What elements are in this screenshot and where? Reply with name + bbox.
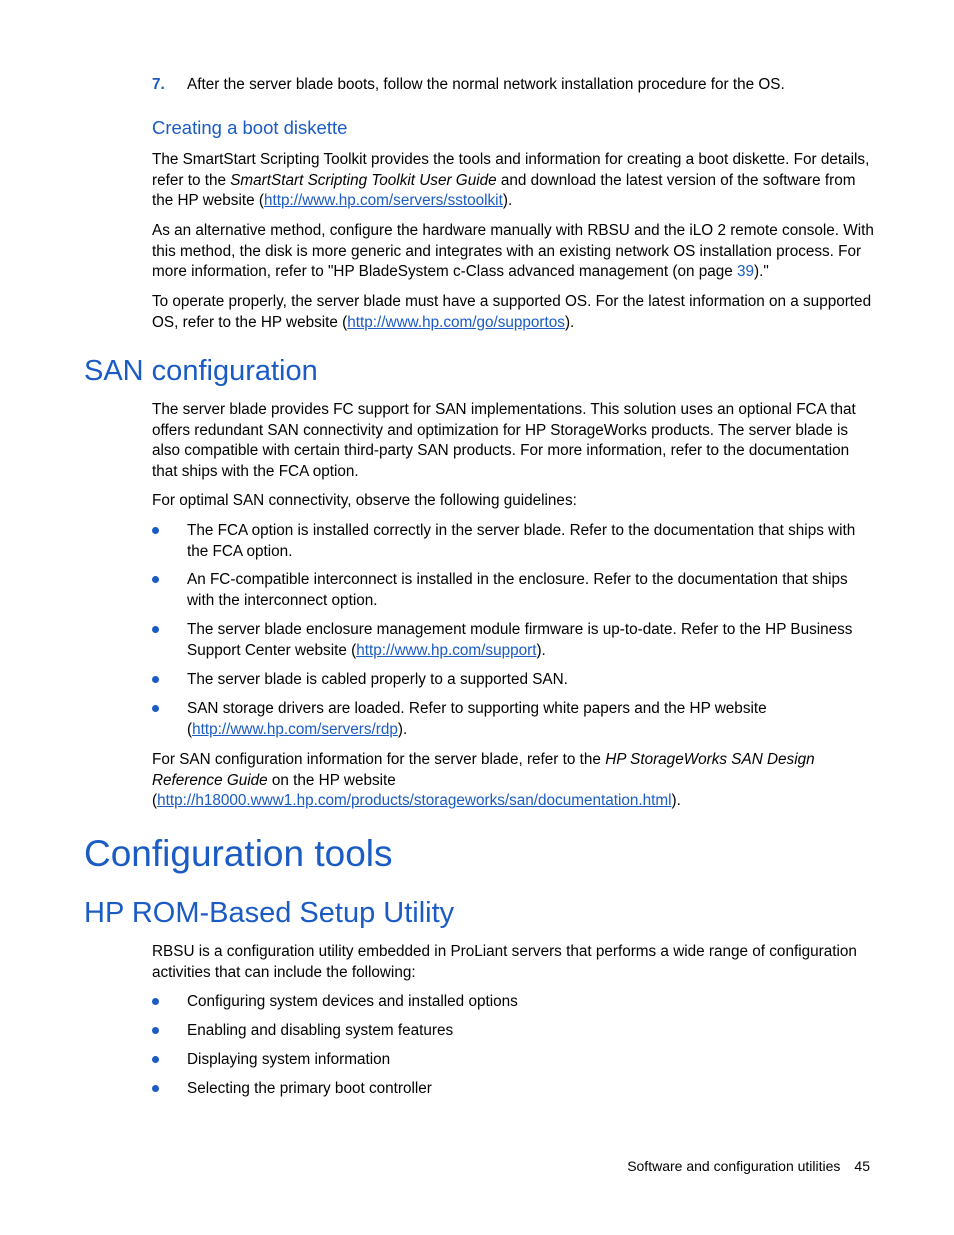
- rbsu-paragraph-1: RBSU is a configuration utility embedded in ProLiant servers that performs a wide range of configuration activities that can include the following:: [152, 943, 857, 981]
- toolkit-guide-title: SmartStart Scripting Toolkit User Guide: [230, 171, 497, 189]
- bullet-icon: [152, 676, 159, 683]
- configuration-tools-heading: Configuration tools: [84, 833, 393, 874]
- rdp-link[interactable]: http://www.hp.com/servers/rdp: [192, 720, 398, 738]
- boot-diskette-paragraph-2: As an alternative method, configure the hardware manually with RBSU and the iLO 2 remote console. With this method, the disk is more generic and integrates with an existing network OS installation process. For more information, refer to "HP BladeSystem c-Class advanced management (on page 39).": [152, 222, 874, 280]
- step-text: After the server blade boots, follow the normal network installation procedure for the OS.: [187, 76, 785, 93]
- san-configuration-heading: SAN configuration: [84, 355, 318, 387]
- san-design-guide-title: HP StorageWorks SAN Design Reference Guide: [152, 751, 815, 789]
- page-footer: [627, 1158, 870, 1174]
- document-page: 7. After the server blade boots, follow the normal network installation procedure for the OS. Creating a boot diskette The SmartStart Scripting Toolkit provides the tools and information for creating a boot diskette. For details, refer to the SmartStart Scripting Toolkit User Guide and download the latest version of the software from the HP website (http://www.hp.com/servers/sstoolkit). As an alternative method, configure the hardware manually with RBSU and the iLO 2 remote console. With this method, the disk is more generic and integrates with an existing network OS installation process. For more information, refer to "HP BladeSystem c-Class advanced management (on page 39)." To operate properly, the server blade must have a supported OS. For the latest information on a supported OS, refer to the HP website (http://www.hp.com/go/supportos). SAN configuration The server blade provides FC support for SAN implementations. This solution uses an optional FCA that offers redundant SAN connectivity and optimization for HP StorageWorks products. The server blade is also compatible with certain third-party SAN products. For more information, refer to the documentation that ships with the FCA option. For optimal SAN connectivity, observe the following guidelines: The FCA option is installed correctly in the server blade. Refer to the documentation that ships with the FCA option. An FC-compatible interconnect is installed in the enclosure. Refer to the documentation that ships with the interconnect option. The server blade enclosure management module firmware is up-to-date. Refer to the HP Business Support Center website (http://www.hp.com/support). The server blade is cabled properly to a supported SAN. SAN storage drivers are loaded. Refer to supporting white papers and the HP website (http://www.hp.com/servers/rdp). For SAN configuration information for the server blade, refer to the HP StorageWorks SAN Design Reference Guide on the HP website (http://h18000.www1.hp.com/products/storageworks/san/documentation.html). Configuration tools HP ROM-Based Setup Utility RBSU is a configuration utility embedded in ProLiant servers that performs a wide range of configuration activities that can include the following: Configuring system devices and installed options Enabling and disabling system features Displaying system information Selecting the primary boot controller Software and configuration utilities 45: [84, 76, 874, 1174]
- bullet-icon: [152, 1085, 159, 1092]
- page-number: 45: [854, 1158, 870, 1174]
- san-paragraph-3: For SAN configuration information for the server blade, refer to the HP StorageWorks SAN Design Reference Guide on the HP website (http://h18000.www1.hp.com/products/storageworks/san/documentation.html).: [152, 751, 815, 809]
- san-paragraph-1: The server blade provides FC support for SAN implementations. This solution uses an optional FCA that offers redundant SAN connectivity and optimization for HP StorageWorks products. The server blade is also compatible with certain third-party SAN products. For more information, refer to the documentation that ships with the FCA option.: [152, 401, 856, 480]
- footer-section-title: Software and configuration utilities: [627, 1158, 841, 1174]
- bullet-icon: [152, 576, 159, 583]
- bullet-icon: [152, 705, 159, 712]
- supportos-link[interactable]: http://www.hp.com/go/supportos: [347, 313, 565, 331]
- bullet-icon: [152, 527, 159, 534]
- boot-diskette-paragraph-3: To operate properly, the server blade must have a supported OS. For the latest information on a supported OS, refer to the HP website (http://www.hp.com/go/supportos).: [152, 293, 872, 331]
- bullet-icon: [152, 626, 159, 633]
- boot-diskette-heading: Creating a boot diskette: [152, 117, 348, 138]
- step-number: 7.: [152, 76, 165, 93]
- page-39-link[interactable]: 39: [737, 263, 755, 280]
- bullet-icon: [152, 1027, 159, 1034]
- san-paragraph-2: For optimal SAN connectivity, observe the following guidelines:: [152, 492, 577, 509]
- rbsu-heading: HP ROM-Based Setup Utility: [84, 897, 455, 929]
- sstoolkit-link[interactable]: http://www.hp.com/servers/sstoolkit: [263, 192, 503, 209]
- boot-diskette-paragraph-1: The SmartStart Scripting Toolkit provides the tools and information for creating a boot diskette. For details, refer to the SmartStart Scripting Toolkit User Guide and download the latest version of the software from the HP website (http://www.hp.com/servers/sstoolkit).: [152, 151, 870, 209]
- support-link[interactable]: http://www.hp.com/support: [356, 641, 537, 659]
- san-documentation-link[interactable]: http://h18000.www1.hp.com/products/storageworks/san/documentation.html: [157, 792, 672, 809]
- bullet-icon: [152, 1056, 159, 1063]
- bullet-icon: [152, 998, 159, 1005]
